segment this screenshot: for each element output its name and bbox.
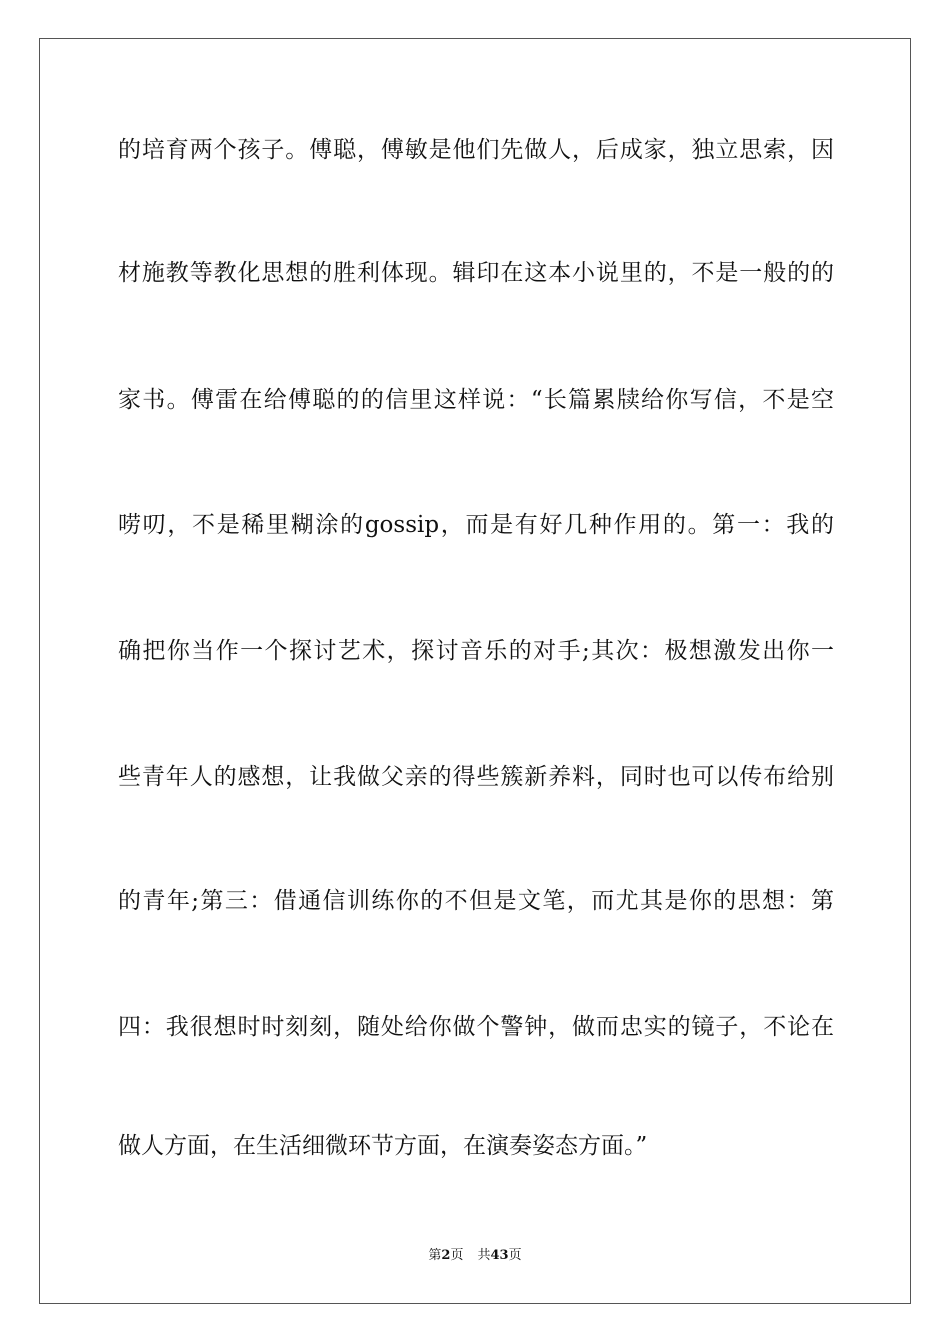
page-footer (0, 1247, 950, 1265)
body-text-line-9: 做人方面，在生活细微环节方面，在演奏姿态方面。” (118, 1133, 648, 1159)
page-frame (39, 38, 911, 1304)
body-text-line-7: 的青年;第三：借通信训练你的不但是文笔，而尤其是你的思想：第 (118, 888, 834, 914)
page-number: 2 (441, 1248, 451, 1263)
total-label-prefix: 共 (477, 1248, 491, 1263)
body-text-line-6: 些青年人的感想，让我做父亲的得些簇新养料，同时也可以传布给别 (118, 764, 834, 790)
body-text-line-8: 四：我很想时时刻刻，随处给你做个警钟，做而忠实的镜子，不论在 (118, 1014, 834, 1040)
body-text-line-5: 确把你当作一个探讨艺术，探讨音乐的对手;其次：极想激发出你一 (118, 638, 834, 664)
page-label-prefix: 第 (428, 1248, 442, 1263)
body-text-line-4: 唠叨，不是稀里糊涂的gossip，而是有好几种作用的。第一：我的 (118, 512, 834, 538)
body-text-line-3: 家书。傅雷在给傅聪的的信里这样说：“长篇累牍给你写信，不是空 (118, 387, 834, 413)
total-pages: 43 (490, 1248, 509, 1263)
total-label-suffix: 页 (508, 1248, 522, 1263)
page-label-suffix: 页 (450, 1248, 464, 1263)
body-text-line-1: 的培育两个孩子。傅聪，傅敏是他们先做人，后成家，独立思索，因 (118, 137, 834, 163)
body-text-line-2: 材施教等教化思想的胜利体现。辑印在这本小说里的，不是一般的的 (118, 260, 834, 286)
